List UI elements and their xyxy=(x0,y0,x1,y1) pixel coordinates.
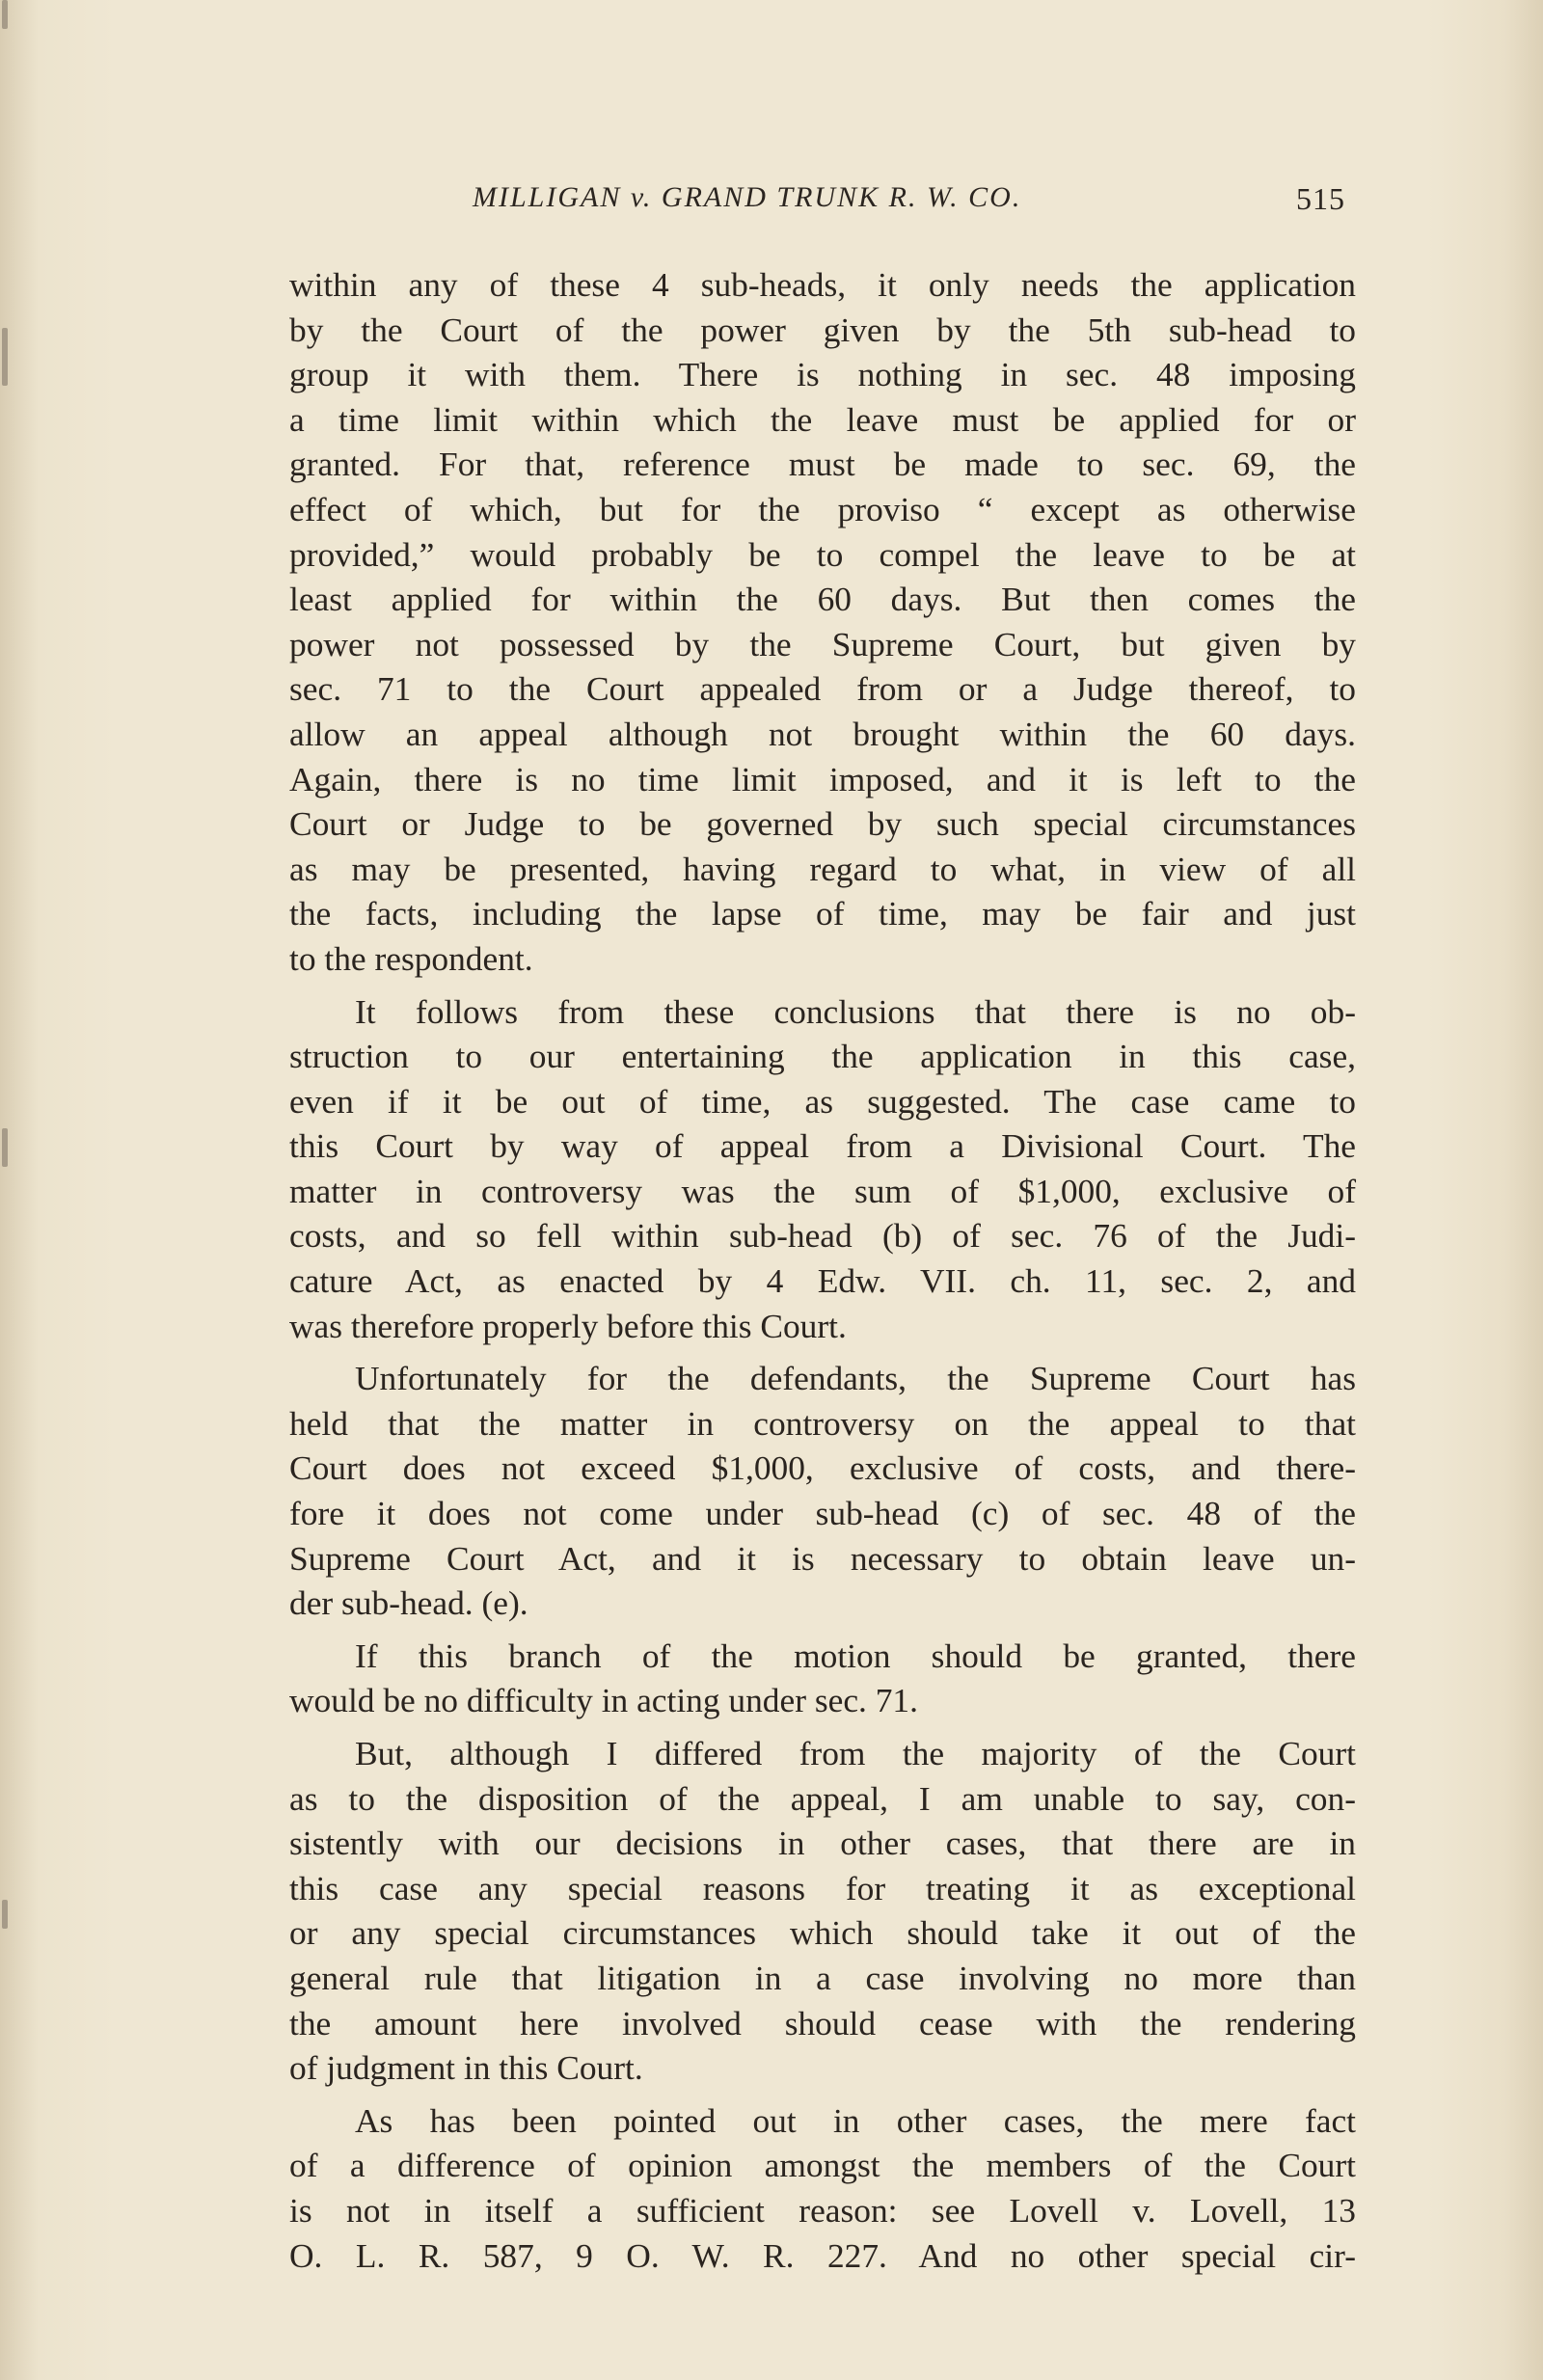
text-line: by the Court of the power given by the 5th sub-head to xyxy=(289,310,1356,349)
binding-mark xyxy=(2,0,8,29)
text-line: Court or Judge to be governed by such special circumstances xyxy=(289,804,1356,844)
text-line: O. L. R. 587, 9 O. W. R. 227. And no other special cir- xyxy=(289,2235,1356,2275)
text-line: within any of these 4 sub-heads, it only needs the application xyxy=(289,265,1356,304)
paragraph-gap xyxy=(289,2091,1356,2098)
paragraph xyxy=(289,989,1356,1349)
text-line: As has been pointed out in other cases, the mere fact xyxy=(355,2100,1356,2140)
paragraph-gap xyxy=(289,1348,1356,1356)
text-line: allow an appeal although not brought within the 60 days. xyxy=(289,714,1356,753)
text-line: Supreme Court Act, and it is necessary to obtain leave un- xyxy=(289,1538,1356,1578)
text-line: group it with them. There is nothing in sec. 48 imposing xyxy=(289,355,1356,394)
text-line: sec. 71 to the Court appealed from or a Judge thereof, to xyxy=(289,669,1356,709)
text-line: of judgment in this Court. xyxy=(289,2048,643,2088)
text-line: this case any special reasons for treating it as exceptional xyxy=(289,1868,1356,1907)
paragraph xyxy=(289,2098,1356,2278)
text-line: der sub-head. (e). xyxy=(289,1583,528,1623)
text-line: It follows from these conclusions that there is no ob- xyxy=(355,991,1356,1031)
paragraph-gap xyxy=(289,1626,1356,1634)
text-line: as may be presented, having regard to what, in view of all xyxy=(289,849,1356,888)
text-line: matter in controversy was the sum of $1,000, exclusive of xyxy=(289,1171,1356,1210)
binding-mark xyxy=(2,328,8,386)
text-line: general rule that litigation in a case involving no more than xyxy=(289,1958,1356,1997)
text-line: was therefore properly before this Court. xyxy=(289,1306,847,1345)
paragraph xyxy=(289,262,1356,982)
binding-mark xyxy=(2,1128,8,1167)
paragraph xyxy=(289,1356,1356,1626)
text-line: Unfortunately for the defendants, the Supreme Court has xyxy=(355,1359,1356,1398)
paragraph-gap xyxy=(289,982,1356,989)
text-line: provided,” would probably be to compel the leave to be at xyxy=(289,534,1356,574)
text-line: costs, and so fell within sub-head (b) of sec. 76 of the Judi- xyxy=(289,1216,1356,1256)
text-line: is not in itself a sufficient reason: see Lovell v. Lovell, 13 xyxy=(289,2190,1356,2230)
paragraph xyxy=(289,1731,1356,2091)
text-line: to the respondent. xyxy=(289,938,533,978)
running-title: MILLIGAN v. GRAND TRUNK R. W. CO. xyxy=(473,181,1022,213)
text-line: held that the matter in controversy on the appeal to that xyxy=(289,1403,1356,1443)
text-line: But, although I differed from the majority of the Court xyxy=(355,1734,1356,1772)
text-line: the amount here involved should cease with the rendering xyxy=(289,2003,1356,2042)
text-line: of a difference of opinion amongst the members of the Court xyxy=(289,2146,1356,2185)
page-number: 515 xyxy=(1296,181,1345,216)
text-line: Court does not exceed $1,000, exclusive of costs, and there- xyxy=(289,1448,1356,1488)
text-line: as to the disposition of the appeal, I am unable to say, con- xyxy=(289,1778,1356,1818)
text-line: even if it be out of time, as suggested. The case came to xyxy=(289,1081,1356,1121)
text-line: If this branch of the motion should be granted, there xyxy=(355,1636,1356,1675)
text-line: sistently with our decisions in other cases, that there are in xyxy=(289,1824,1356,1863)
text-line: this Court by way of appeal from a Divisional Court. The xyxy=(289,1126,1356,1166)
text-line: Again, there is no time limit imposed, and it is left to the xyxy=(289,759,1356,798)
binding-mark xyxy=(2,1900,8,1929)
text-line: fore it does not come under sub-head (c) of sec. 48 of the xyxy=(289,1494,1356,1533)
running-header xyxy=(289,181,1360,230)
body-text xyxy=(289,262,1356,2278)
text-line: effect of which, but for the proviso “ except as otherwise xyxy=(289,489,1356,528)
text-line: least applied for within the 60 days. But then comes the xyxy=(289,580,1356,619)
text-line: a time limit within which the leave must be applied for or xyxy=(289,399,1356,439)
text-line: or any special circumstances which should take it out of the xyxy=(289,1913,1356,1953)
text-line: granted. For that, reference must be made to sec. 69, the xyxy=(289,445,1356,484)
text-line: the facts, including the lapse of time, may be fair and just xyxy=(289,894,1356,933)
text-line: struction to our entertaining the application in this case, xyxy=(289,1037,1356,1076)
text-line: cature Act, as enacted by 4 Edw. VII. ch. 11, sec. 2, and xyxy=(289,1261,1356,1301)
text-line: power not possessed by the Supreme Court, but given by xyxy=(289,624,1356,663)
paragraph xyxy=(289,1634,1356,1723)
paragraph-gap xyxy=(289,1723,1356,1731)
text-line: would be no difficulty in acting under sec. 71. xyxy=(289,1681,918,1720)
